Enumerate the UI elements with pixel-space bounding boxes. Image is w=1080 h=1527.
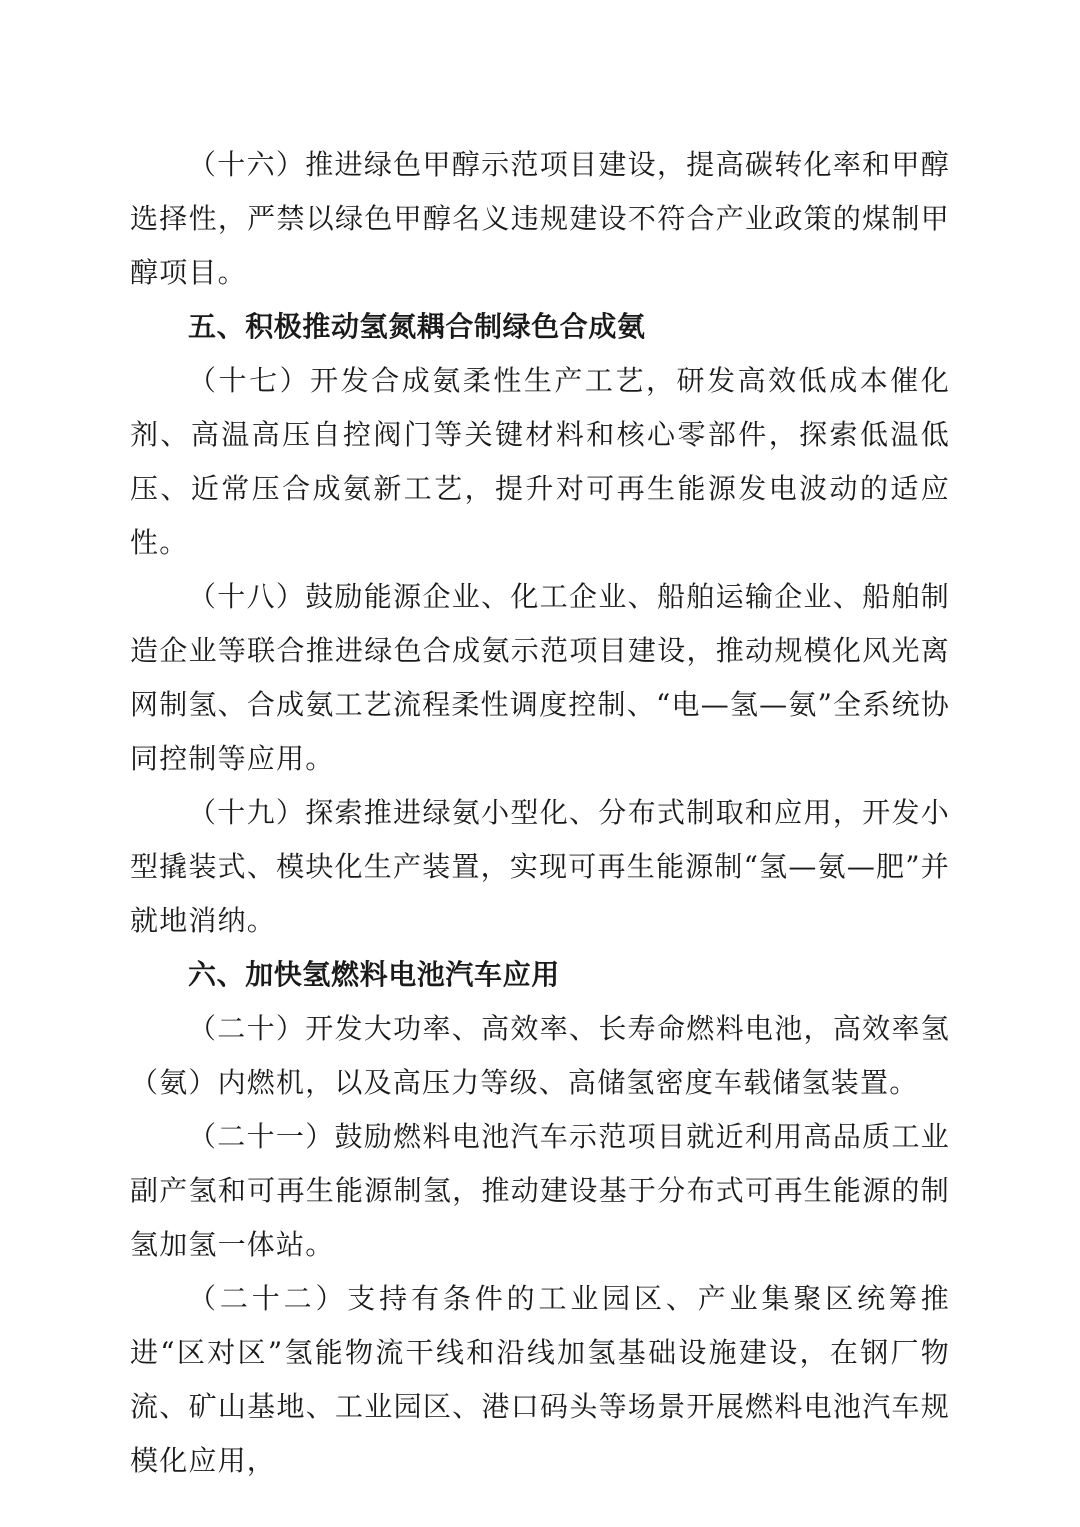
paragraph-21: （二十一）鼓励燃料电池汽车示范项目就近利用高品质工业副产氢和可再生能源制氢，推动建设基于分布式可再生能源的制氢加氢一体站。 [130, 1120, 950, 1261]
paragraph-17: （十七）开发合成氨柔性生产工艺，研发高效低成本催化剂、高温高压自控阀门等关键材料和核心零部件，探索低温低压、近常压合成氨新工艺，提升对可再生能源发电波动的适应性。 [130, 364, 950, 559]
document-body [130, 138, 950, 1488]
paragraph-18: （十八）鼓励能源企业、化工企业、船舶运输企业、船舶制造企业等联合推进绿色合成氨示范项目建设，推动规模化风光离网制氢、合成氨工艺流程柔性调度控制、“电—氢—氨”全系统协同控制等应用。 [130, 580, 950, 775]
section-heading-5: 五、积极推动氢氮耦合制绿色合成氨 [188, 310, 646, 343]
paragraph-19: （十九）探索推进绿氨小型化、分布式制取和应用，开发小型撬装式、模块化生产装置，实现可再生能源制“氢—氨—肥”并就地消纳。 [130, 796, 950, 937]
paragraph-16: （十六）推进绿色甲醇示范项目建设，提高碳转化率和甲醇选择性，严禁以绿色甲醇名义违规建设不符合产业政策的煤制甲醇项目。 [130, 148, 950, 289]
paragraph-22: （二十二）支持有条件的工业园区、产业集聚区统筹推进“区对区”氢能物流干线和沿线加氢基础设施建设，在钢厂物流、矿山基地、工业园区、港口码头等场景开展燃料电池汽车规模化应用， [130, 1282, 950, 1477]
section-heading-6: 六、加快氢燃料电池汽车应用 [188, 958, 560, 991]
paragraph-20: （二十）开发大功率、高效率、长寿命燃料电池，高效率氢（氨）内燃机，以及高压力等级、高储氢密度车载储氢装置。 [130, 1012, 950, 1099]
